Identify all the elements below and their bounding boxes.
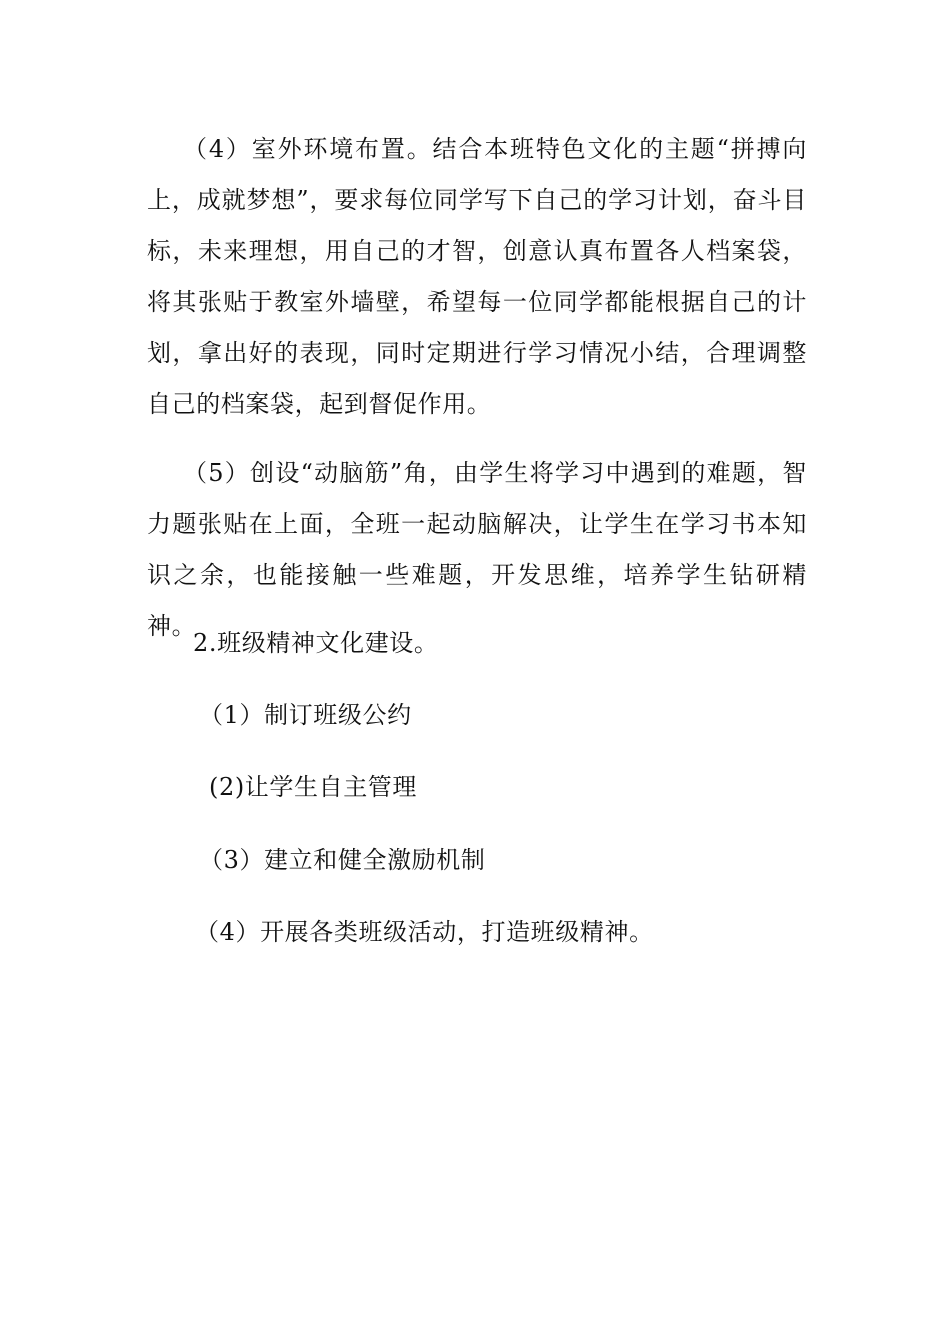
paragraph-outdoor-environment: （4）室外环境布置。结合本班特色文化的主题“拼搏向上，成就梦想”，要求每位同学写下自己的学习计划，奋斗目标，未来理想，用自己的才智，创意认真布置各人档案袋，将其张贴于教室外墙壁，希望每一位同学都能根据自己的计划，拿出好的表现，同时定期进行学习情况小结，合理调整自己的档案袋，起到督促作用。 bbox=[147, 135, 807, 418]
list-item: （4）开展各类班级活动，打造班级精神。 bbox=[195, 918, 654, 946]
list-item: （1）制订班级公约 bbox=[199, 701, 412, 729]
list-item: （3）建立和健全激励机制 bbox=[199, 846, 486, 874]
paragraph-brain-corner: （5）创设“动脑筋”角，由学生将学习中遇到的难题，智力题张贴在上面，全班一起动脑解决，让学生在学习书本知识之余，也能接触一些难题，开发思维，培养学生钻研精神。 bbox=[147, 459, 807, 640]
list-item: (2)让学生自主管理 bbox=[209, 773, 417, 801]
section-heading: 2.班级精神文化建设。 bbox=[193, 629, 439, 657]
